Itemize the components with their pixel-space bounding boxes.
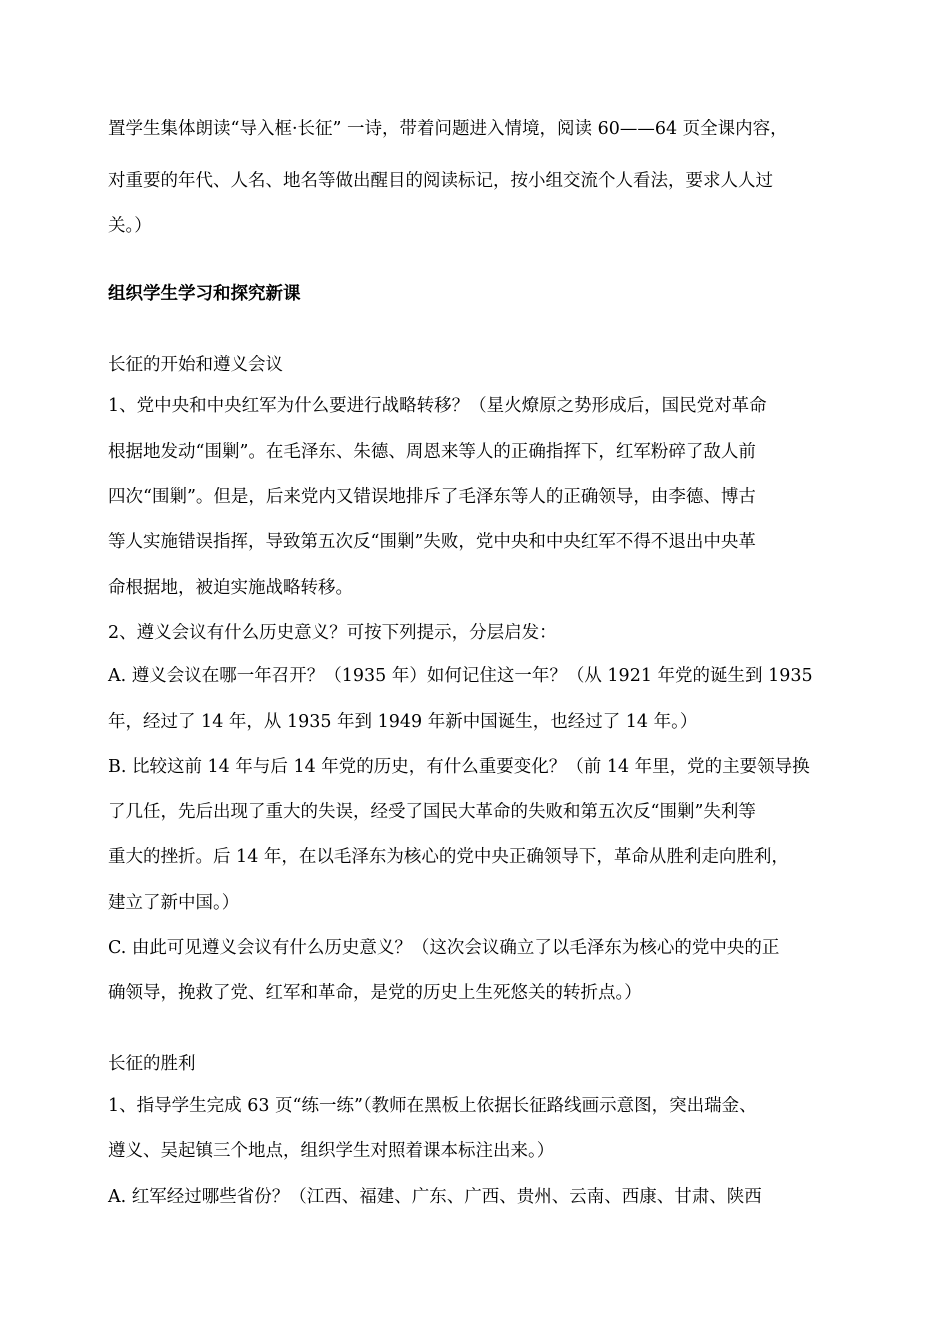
hint-b-line-2: 了几任，先后出现了重大的失误，经受了国民大革命的失败和第五次反“围剿”失利等 xyxy=(108,802,756,822)
section-heading: 组织学生学习和探究新课 xyxy=(108,284,301,304)
intro-line-3: 关。） xyxy=(108,216,152,236)
hint-a-line-2: 年，经过了 14 年，从 1935 年到 1949 年新中国诞生，也经过了 14 年。） xyxy=(108,712,698,732)
intro-line-2: 对重要的年代、人名、地名等做出醒目的阅读标记，按小组交流个人看法，要求人人过 xyxy=(108,171,773,191)
subsection-title-victory: 长征的胜利 xyxy=(108,1054,196,1074)
victory-q1-line-2: 遵义、吴起镇三个地点，组织学生对照着课本标注出来。） xyxy=(108,1141,555,1161)
victory-hint-a-line: A. 红军经过哪些省份？（江西、福建、广东、广西、贵州、云南、西康、甘肃、陕西 xyxy=(108,1187,762,1207)
hint-b-line-1: B. 比较这前 14 年与后 14 年党的历史，有什么重要变化？（前 14 年里，党的主要领导换 xyxy=(108,757,810,777)
q2-line: 2、遵义会议有什么历史意义？可按下列提示，分层启发： xyxy=(108,623,557,643)
hint-b-line-3: 重大的挫折。后 14 年，在以毛泽东为核心的党中央正确领导下，革命从胜利走向胜利， xyxy=(108,847,789,867)
q1-line-3: 四次“围剿”。但是，后来党内又错误地排斥了毛泽东等人的正确领导，由李德、博古 xyxy=(108,487,756,507)
hint-c-line-2: 确领导，挽救了党、红军和革命，是党的历史上生死悠关的转折点。） xyxy=(108,983,642,1003)
victory-q1-line-1: 1、指导学生完成 63 页“练一练”（教师在黑板上依据长征路线画示意图，突出瑞金、 xyxy=(108,1096,757,1116)
q1-line-1: 1、党中央和中央红军为什么要进行战略转移？（星火燎原之势形成后，国民党对革命 xyxy=(108,396,767,416)
q1-line-2: 根据地发动“围剿”。在毛泽东、朱德、周恩来等人的正确指挥下，红军粉碎了敌人前 xyxy=(108,442,756,462)
q1-line-5: 命根据地，被迫实施战略转移。 xyxy=(108,578,353,598)
hint-c-line-1: C. 由此可见遵义会议有什么历史意义？（这次会议确立了以毛泽东为核心的党中央的正 xyxy=(108,938,780,958)
hint-a-line-1: A. 遵义会议在哪一年召开？（1935 年）如何记住这一年？（从 1921 年党的诞生到 1935 xyxy=(108,666,813,686)
hint-b-line-4: 建立了新中国。） xyxy=(108,893,240,913)
intro-line-1: 置学生集体朗读“导入框·长征” 一诗，带着问题进入情境，阅读 60——64 页全课内容， xyxy=(108,119,788,139)
subsection-title-start-zunyi: 长征的开始和遵义会议 xyxy=(108,355,283,375)
q1-line-4: 等人实施错误指挥，导致第五次反“围剿”失败，党中央和中央红军不得不退出中央革 xyxy=(108,532,756,552)
